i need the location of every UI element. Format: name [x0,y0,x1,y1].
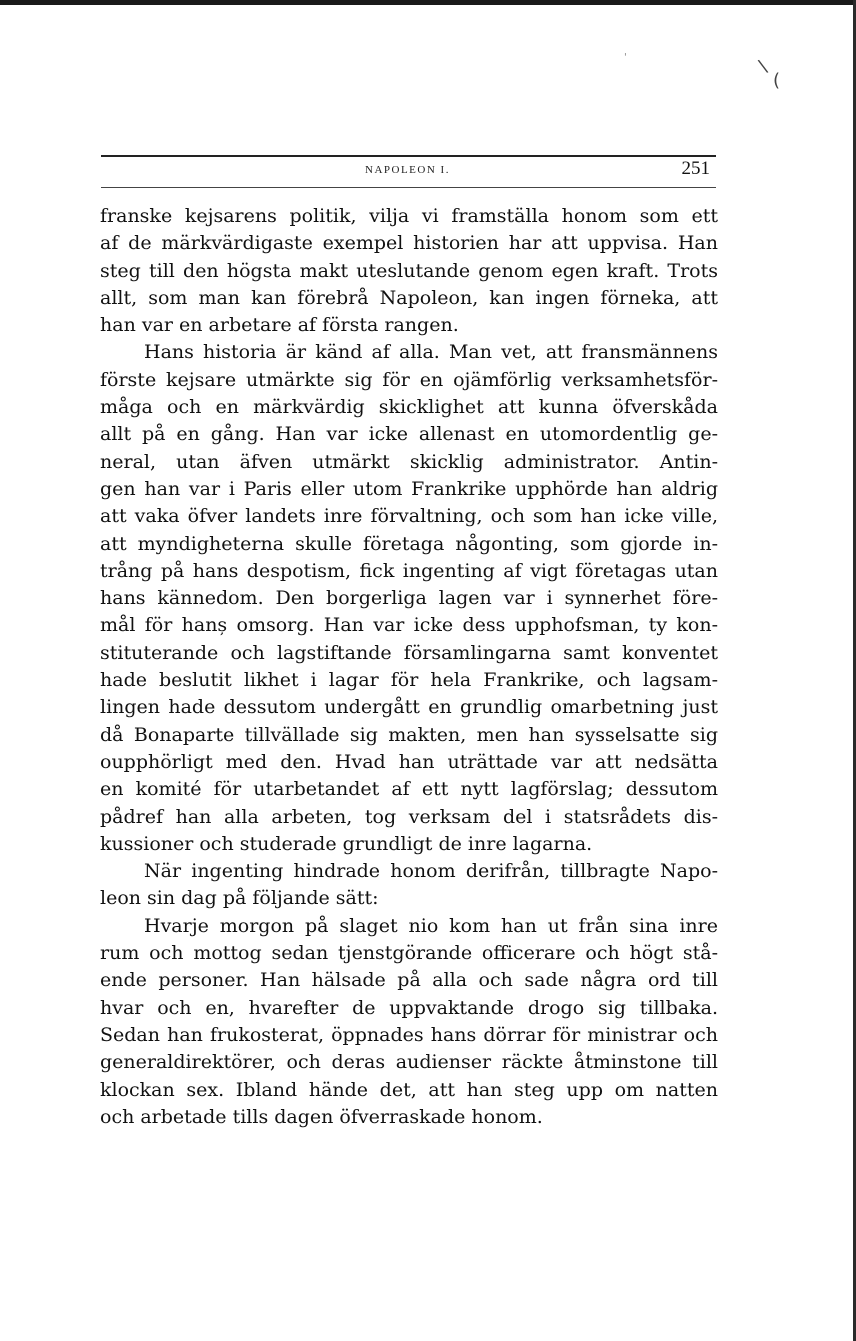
text-line: stituterande och lagstiftande församlingarna samt konventet [100,641,718,664]
text-line: gen han var i Paris eller utom Frankrike upphörde han aldrig [100,477,718,500]
text-line: af de märkvärdigaste exempel historien har att uppvisa. Han [100,232,718,255]
text-line: måga och en märkvärdig skicklighet att kunna öfverskåda [100,396,718,419]
text-line: rum och mottog sedan tjenstgörande officerare och högt stå- [100,942,718,965]
text-line: att myndigheterna skulle företaga någonting, som gjorde in- [100,532,718,555]
header-rule-bottom [101,187,716,188]
text-line: förste kejsare utmärkte sig för en ojämförlig verksamhetsför- [100,368,718,391]
text-line: franske kejsarens politik, vilja vi framställa honom som ett [100,205,718,227]
text-line: trång på hans despotism, fick ingenting af vigt företagas utan [100,559,718,582]
text-line: hade beslutit likhet i lagar för hela Frankrike, och lagsam- [100,669,718,692]
text-line: hvar och en, hvarefter de uppvaktande drogo sig tillbaka. [100,996,718,1019]
text-line: pådref han alla arbeten, tog verksam del i statsrådets dis- [100,805,718,828]
text-line: allt, som man kan förebrå Napoleon, kan ingen förneka, att [100,286,718,309]
text-line: klockan sex. Ibland hände det, att han steg upp om natten [100,1078,718,1101]
text-line: steg till den högsta makt uteslutande genom egen kraft. Trots [100,259,718,282]
text-line: neral, utan äfven utmärkt skicklig administrator. Antin- [100,450,718,473]
scan-top-border [0,0,856,5]
running-head: NAPOLEON I. [365,164,450,176]
text-line: generaldirektörer, och deras audienser räckte åtminstone till [100,1051,718,1074]
text-line: då Bonaparte tillvällade sig makten, men han sysselsatte sig [100,723,718,746]
text-line: oupphörligt med den. Hvad han uträttade var att nedsätta [100,750,718,773]
text-line: han var en arbetare af första rangen. [100,314,459,337]
scan-speck: ' [624,52,627,63]
header-rule-top [101,155,716,157]
text-line: ende personer. Han hälsade på alla och sade några ord till [100,969,718,992]
text-line: hans kännedom. Den borgerliga lagen var i synnerhet före- [100,587,718,610]
body-text [100,203,718,1131]
text-line: en komité för utarbetandet af ett nytt lagförslag; dessutom [100,778,718,801]
text-line: Hvarje morgon på slaget nio kom han ut från sina inre [144,914,718,937]
text-line: När ingenting hindrade honom derifrån, tillbragte Napo- [144,860,718,883]
page-number: 251 [681,158,710,179]
text-line: och arbetade tills dagen öfverraskade honom. [100,1105,543,1128]
text-line: mål för hanș omsorg. Han var icke dess upphofsman, ty kon- [100,614,718,637]
text-line: leon sin dag på följande sätt: [100,887,379,910]
text-line: Sedan han frukosterat, öppnades hans dörrar för ministrar och [100,1023,718,1046]
text-line: att vaka öfver landets inre förvaltning, och som han icke ville, [100,505,718,528]
scan-speck: \ [756,55,770,78]
scan-speck: ( [773,70,781,91]
text-line: allt på en gång. Han var icke allenast en utomordentlig ge- [100,423,718,446]
text-line: Hans historia är känd af alla. Man vet, att fransmännens [144,341,718,364]
text-line: kussioner och studerade grundligt de inre lagarna. [100,832,593,855]
text-line: lingen hade dessutom undergått en grundlig omarbetning just [100,696,718,719]
